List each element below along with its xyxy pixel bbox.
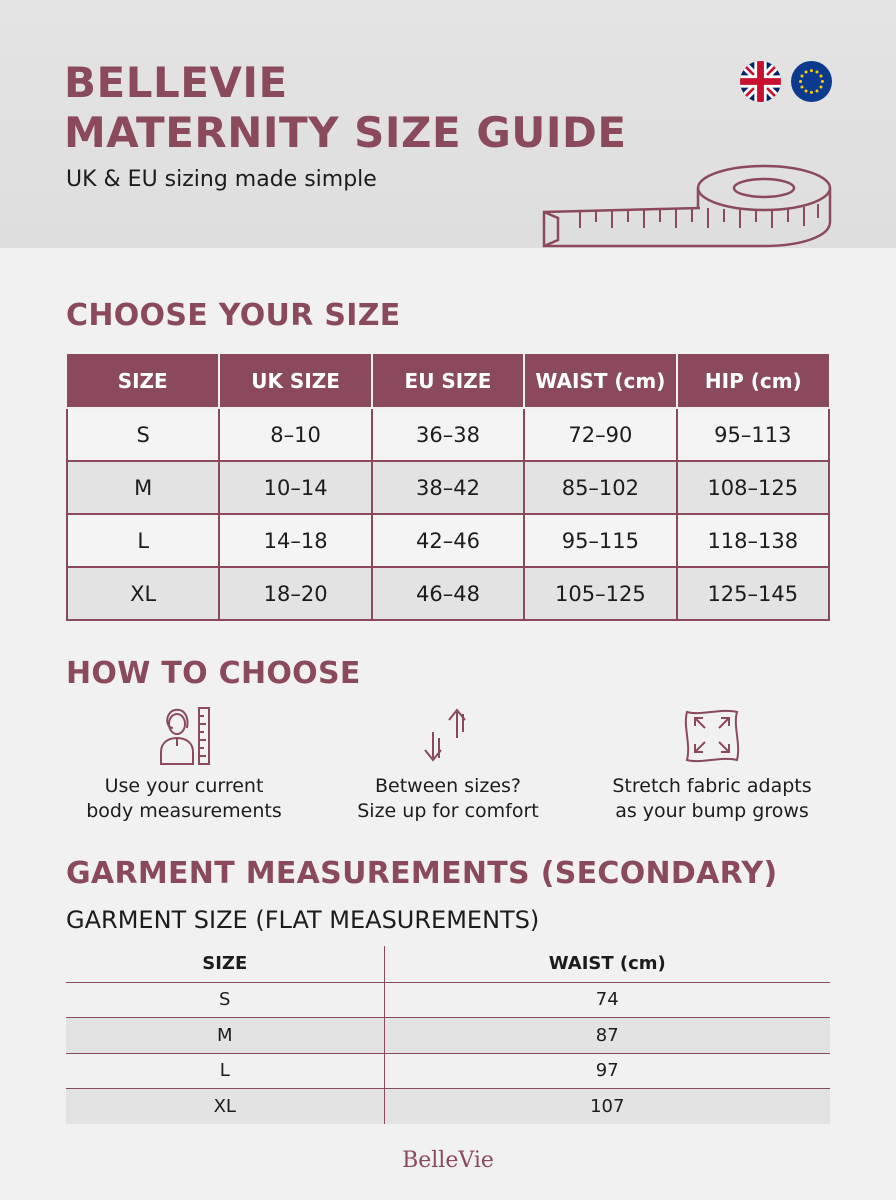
cell-size: XL — [66, 1089, 384, 1125]
cell-size: S — [67, 408, 219, 461]
tip-line: as your bump grows — [615, 800, 809, 822]
flat-table-title: GARMENT SIZE (FLAT MEASUREMENTS) — [66, 906, 540, 934]
cell-uk: 8–10 — [219, 408, 371, 461]
cell-waist: 74 — [384, 982, 830, 1018]
person-measure-icon — [153, 704, 215, 766]
title-line-guide: MATERNITY SIZE GUIDE — [64, 108, 627, 157]
cell-size: L — [67, 514, 219, 567]
cell-waist: 72–90 — [524, 408, 676, 461]
cell-waist: 87 — [384, 1018, 830, 1054]
col-hip: HIP (cm) — [677, 354, 829, 408]
stretch-fabric-icon — [681, 704, 743, 766]
cell-hip: 95–113 — [677, 408, 829, 461]
col-waist: WAIST (cm) — [524, 354, 676, 408]
cell-waist: 85–102 — [524, 461, 676, 514]
cell-waist: 107 — [384, 1089, 830, 1125]
cell-hip: 108–125 — [677, 461, 829, 514]
table-row — [66, 1018, 830, 1054]
col-size: SIZE — [66, 946, 384, 982]
measuring-tape-icon — [540, 160, 840, 252]
page-title — [64, 58, 627, 158]
cell-uk: 18–20 — [219, 567, 371, 620]
cell-waist: 97 — [384, 1053, 830, 1089]
table-row — [66, 1053, 830, 1089]
cell-size: S — [66, 982, 384, 1018]
tip-line: Size up for comfort — [357, 800, 539, 822]
cell-uk: 14–18 — [219, 514, 371, 567]
garment-measurements-heading: GARMENT MEASUREMENTS (SECONDARY) — [66, 856, 778, 891]
col-waist: WAIST (cm) — [384, 946, 830, 982]
eu-flag-icon[interactable] — [791, 61, 832, 102]
size-table-header — [67, 354, 829, 408]
tip-line: Between sizes? — [375, 775, 521, 797]
cell-waist: 105–125 — [524, 567, 676, 620]
page-subtitle: UK & EU sizing made simple — [66, 167, 377, 192]
col-uk-size: UK SIZE — [219, 354, 371, 408]
garment-table — [66, 946, 830, 1124]
tips-row — [66, 704, 830, 834]
tip-line: body measurements — [86, 800, 282, 822]
cell-eu: 38–42 — [372, 461, 524, 514]
table-row — [67, 514, 829, 567]
table-row — [67, 408, 829, 461]
col-size: SIZE — [67, 354, 219, 408]
table-row — [67, 461, 829, 514]
choose-size-heading: CHOOSE YOUR SIZE — [66, 298, 401, 333]
uk-flag-icon[interactable] — [740, 61, 781, 102]
tip-stretch-fabric — [594, 704, 830, 824]
table-row — [66, 982, 830, 1018]
cell-size: XL — [67, 567, 219, 620]
table-row — [67, 567, 829, 620]
cell-eu: 42–46 — [372, 514, 524, 567]
cell-eu: 46–48 — [372, 567, 524, 620]
garment-table-header — [66, 946, 830, 982]
tip-line: Use your current — [104, 775, 264, 797]
region-flags — [740, 61, 832, 102]
footer-logo: BelleVie — [402, 1148, 494, 1173]
cell-size: M — [66, 1018, 384, 1054]
arrows-up-down-icon — [417, 704, 479, 766]
cell-hip: 125–145 — [677, 567, 829, 620]
table-row — [66, 1089, 830, 1125]
size-table — [66, 354, 830, 621]
cell-hip: 118–138 — [677, 514, 829, 567]
cell-waist: 95–115 — [524, 514, 676, 567]
cell-uk: 10–14 — [219, 461, 371, 514]
col-eu-size: EU SIZE — [372, 354, 524, 408]
cell-size: M — [67, 461, 219, 514]
tip-measurements — [66, 704, 302, 824]
tip-between-sizes — [330, 704, 566, 824]
tip-line: Stretch fabric adapts — [612, 775, 812, 797]
cell-eu: 36–38 — [372, 408, 524, 461]
title-line-brand: BELLEVIE — [64, 58, 288, 107]
cell-size: L — [66, 1053, 384, 1089]
how-to-choose-heading: HOW TO CHOOSE — [66, 656, 361, 691]
